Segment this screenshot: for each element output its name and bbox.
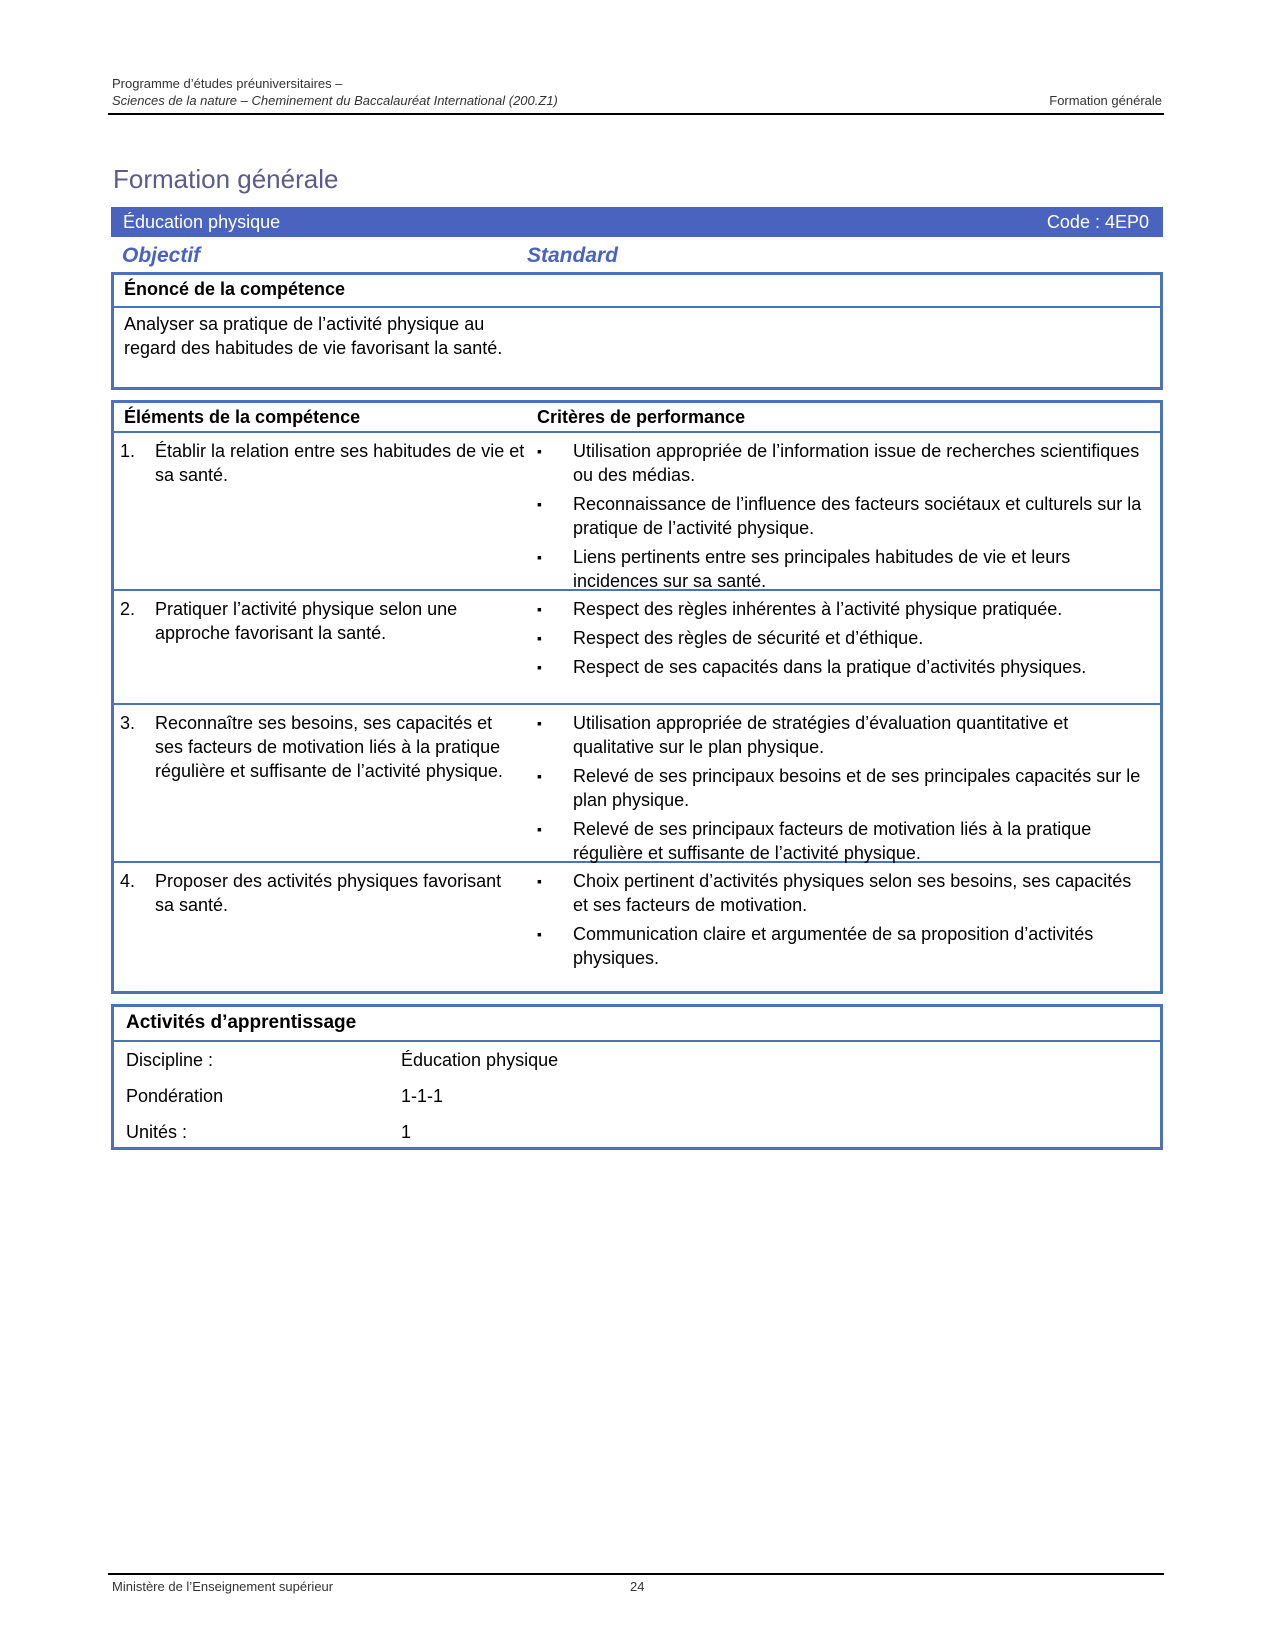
criterion-item bbox=[537, 545, 1150, 593]
criterion-text: Relevé de ses principaux facteurs de motivation liés à la pratique régulière et suffisante de l’activité physique. bbox=[573, 819, 1092, 863]
criterion-text: Utilisation appropriée de stratégies d’évaluation quantitative et qualitative sur le plan physique. bbox=[573, 713, 1069, 757]
enonce-box bbox=[111, 272, 1163, 390]
criteria-cell bbox=[537, 705, 1160, 861]
element-text: Établir la relation entre ses habitudes de vie et sa santé. bbox=[155, 441, 525, 485]
criterion-text: Respect des règles de sécurité et d’éthique. bbox=[573, 628, 924, 648]
element-row bbox=[114, 705, 1160, 863]
element-number: 3. bbox=[120, 713, 136, 733]
activite-label: Pondération bbox=[126, 1085, 224, 1106]
header-divider bbox=[108, 113, 1164, 115]
criteria-cell bbox=[537, 591, 1160, 703]
criterion-item bbox=[537, 597, 1150, 621]
bullet-icon: ▪ bbox=[537, 821, 542, 837]
activite-row bbox=[114, 1114, 1160, 1150]
footer-divider bbox=[108, 1573, 1164, 1575]
criterion-text: Respect de ses capacités dans la pratique d’activités physiques. bbox=[573, 657, 1087, 677]
activites-heading: Activités d’apprentissage bbox=[114, 1007, 1160, 1042]
section-title: Formation générale bbox=[113, 164, 339, 194]
bullet-icon: ▪ bbox=[537, 630, 542, 646]
activite-row bbox=[114, 1042, 1160, 1078]
criterion-item bbox=[537, 764, 1150, 812]
course-name: Éducation physique bbox=[123, 211, 281, 232]
enonce-heading: Énoncé de la compétence bbox=[114, 275, 1160, 308]
bullet-icon: ▪ bbox=[537, 926, 542, 942]
criterion-text: Communication claire et argumentée de sa proposition d’activités physiques. bbox=[573, 924, 1094, 968]
header-program-name: Sciences de la nature – Cheminement du Baccalauréat International (200.Z1) bbox=[112, 93, 558, 108]
element-text: Proposer des activités physiques favorisant sa santé. bbox=[155, 871, 502, 915]
criterion-text: Utilisation appropriée de l’information issue de recherches scientifiques ou des médias. bbox=[573, 441, 1140, 485]
element-cell bbox=[114, 433, 537, 589]
element-row bbox=[114, 591, 1160, 705]
bullet-icon: ▪ bbox=[537, 659, 542, 675]
header-line2 bbox=[112, 93, 1162, 108]
activite-label: Unités : bbox=[126, 1121, 188, 1142]
elements-heading: Éléments de la compétence bbox=[124, 406, 361, 427]
elements-rows bbox=[114, 433, 1160, 968]
element-row bbox=[114, 863, 1160, 968]
page-number: 24 bbox=[630, 1579, 645, 1594]
bullet-icon: ▪ bbox=[537, 873, 542, 889]
element-text: Pratiquer l’activité physique selon une approche favorisant la santé. bbox=[155, 599, 458, 643]
element-cell bbox=[114, 705, 537, 861]
criteria-cell bbox=[537, 863, 1160, 968]
element-text: Reconnaître ses besoins, ses capacités et ses facteurs de motivation liés à la pratique régulière et suffisante de l’activité physique. bbox=[155, 713, 503, 781]
objectif-heading: Objectif bbox=[122, 244, 201, 267]
standard-heading: Standard bbox=[527, 244, 619, 267]
elements-box bbox=[111, 400, 1163, 994]
element-cell bbox=[114, 591, 537, 703]
element-number: 4. bbox=[120, 871, 136, 891]
element-cell bbox=[114, 863, 537, 965]
activite-value: 1-1-1 bbox=[401, 1085, 444, 1106]
bullet-icon: ▪ bbox=[537, 601, 542, 617]
activite-label: Discipline : bbox=[126, 1049, 214, 1070]
criterion-item bbox=[537, 626, 1150, 650]
criterion-text: Liens pertinents entre ses principales habitudes de vie et leurs incidences sur sa santé. bbox=[573, 547, 1071, 591]
criterion-item bbox=[537, 869, 1150, 917]
activites-box bbox=[111, 1004, 1163, 1150]
criterion-item bbox=[537, 655, 1150, 679]
bullet-icon: ▪ bbox=[537, 768, 542, 784]
header-program: Programme d’études préuniversitaires – bbox=[112, 76, 343, 91]
activite-row bbox=[114, 1078, 1160, 1114]
criterion-text: Respect des règles inhérentes à l’activité physique pratiquée. bbox=[573, 599, 1063, 619]
criterion-item bbox=[537, 711, 1150, 759]
activites-rows bbox=[114, 1042, 1160, 1150]
bullet-icon: ▪ bbox=[537, 496, 542, 512]
criterion-item bbox=[537, 817, 1150, 865]
activite-value: 1 bbox=[401, 1121, 412, 1142]
criteria-heading: Critères de performance bbox=[537, 406, 746, 427]
course-bar bbox=[111, 207, 1163, 237]
element-row bbox=[114, 433, 1160, 591]
bullet-icon: ▪ bbox=[537, 549, 542, 565]
criterion-text: Reconnaissance de l’influence des facteurs sociétaux et culturels sur la pratique de l’activité physique. bbox=[573, 494, 1142, 538]
criterion-text: Relevé de ses principaux besoins et de ses principales capacités sur le plan physique. bbox=[573, 766, 1141, 810]
enonce-text: Analyser sa pratique de l’activité physique au regard des habitudes de vie favorisant la santé. bbox=[124, 314, 503, 358]
bullet-icon: ▪ bbox=[537, 443, 542, 459]
element-number: 1. bbox=[120, 441, 136, 461]
header-section: Formation générale bbox=[1049, 93, 1162, 108]
activite-value: Éducation physique bbox=[401, 1049, 559, 1070]
criterion-item bbox=[537, 492, 1150, 540]
criterion-item bbox=[537, 922, 1150, 970]
criterion-text: Choix pertinent d’activités physiques selon ses besoins, ses capacités et ses facteurs de motivation. bbox=[573, 871, 1132, 915]
element-number: 2. bbox=[120, 599, 136, 619]
page-header bbox=[112, 76, 1162, 108]
page-footer bbox=[112, 1579, 652, 1594]
footer-ministry: Ministère de l’Enseignement supérieur bbox=[112, 1579, 334, 1594]
criteria-cell bbox=[537, 433, 1160, 589]
criterion-item bbox=[537, 439, 1150, 487]
course-code: Code : 4EP0 bbox=[1046, 211, 1149, 232]
elements-header-row bbox=[114, 403, 1160, 433]
bullet-icon: ▪ bbox=[537, 715, 542, 731]
